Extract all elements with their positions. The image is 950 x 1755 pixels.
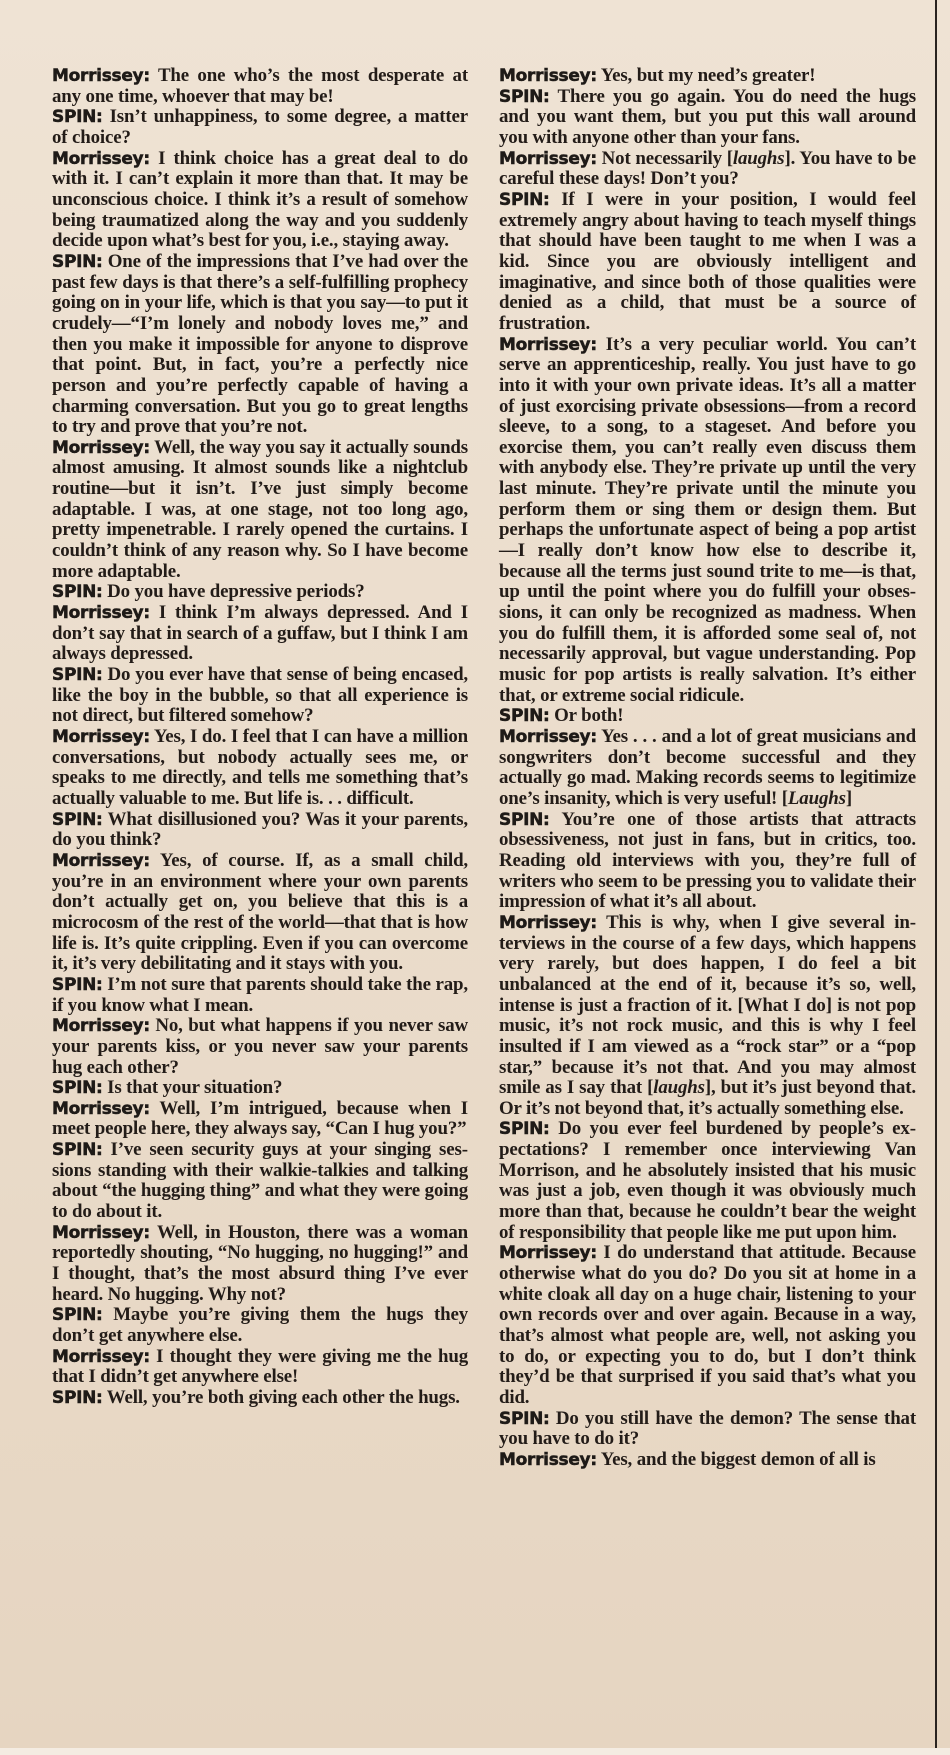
interview-paragraph <box>52 727 468 810</box>
speaker-label-morrissey: Morrissey: <box>52 1346 150 1367</box>
interview-paragraph <box>52 665 468 727</box>
interview-paragraph <box>499 1450 916 1471</box>
paragraph-text: Well, the way you say it actually sounds almost amusing. It almost sounds like a nightclub routine—but it isn’t. I’ve just simply become adaptable. I was, at one stage, not too long ago, pretty impenetrable. I rarely opened the curtains. I couldn’t think of any reason why. So I have become more adaptable. <box>52 436 468 582</box>
interview-paragraph <box>52 582 468 603</box>
paragraph-text: You’re one of those artists that attracts obsessiveness, not just in fans, but in critics, too. Reading old interviews with you, they’re full of writers who seem to be pressing you to validate their impression of what it’s all about. <box>499 808 916 913</box>
interview-paragraph <box>52 1388 468 1409</box>
interview-paragraph <box>499 810 916 913</box>
speaker-label-spin: SPIN: <box>52 1078 103 1099</box>
speaker-label-morrissey: Morrissey: <box>52 727 150 747</box>
speaker-label-morrissey: Morrissey: <box>52 850 150 871</box>
interview-paragraph <box>52 1305 468 1346</box>
speaker-label-spin: SPIN: <box>52 809 103 830</box>
paragraph-text: Isn’t unhappiness, to some degree, a matter of choice? <box>52 106 468 148</box>
interview-paragraph <box>499 1243 916 1408</box>
interview-paragraph <box>52 438 468 583</box>
interview-paragraph <box>52 252 468 438</box>
paragraph-text: I thought they were giving me the hug that I didn’t get anywhere else! <box>52 1345 468 1388</box>
speaker-label-spin: SPIN: <box>52 974 103 995</box>
paragraph-text: No, but what happens if you never saw your parents kiss, or you never saw your parents hug each other? <box>52 1015 468 1078</box>
paragraph-text: Yes, but my need’s greater! <box>596 65 816 86</box>
stage-direction: laughs <box>653 1077 705 1099</box>
paragraph-text: Well, I’m intrigued, because when I meet people here, they always say, “Can I hug you?” <box>52 1097 468 1140</box>
speaker-label-morrissey: Morrissey: <box>52 1098 150 1119</box>
paragraph-text: The one who’s the most desperate at any one time, whoever that may be! <box>52 65 468 107</box>
interview-paragraph <box>52 66 468 107</box>
speaker-label-spin: SPIN: <box>499 1119 550 1140</box>
paragraph-text: Well, in Houston, there was a woman reportedly shouting, “No hugging, no hugging!” and I thought, that’s the most absurd thing I’ve ever heard. No hugging. Why not? <box>52 1221 468 1305</box>
interview-paragraph <box>52 1140 468 1223</box>
interview-paragraph <box>499 190 916 335</box>
paragraph-text: Do you still have the demon? The sense that you have to do it? <box>499 1407 916 1450</box>
interview-paragraph <box>52 1099 468 1140</box>
speaker-label-morrissey: Morrissey: <box>499 66 597 86</box>
paragraph-text: I think I’m always depressed. And I don’t say that in search of a guffaw, but I think I am always depressed. <box>52 602 468 665</box>
paragraph-text: I’m not sure that parents should take the rap, if you know what I mean. <box>52 973 468 1016</box>
stage-direction: Laughs <box>787 787 846 809</box>
interview-paragraph <box>52 810 468 851</box>
interview-paragraph <box>52 851 468 975</box>
speaker-label-morrissey: Morrissey: <box>52 1016 150 1037</box>
speaker-label-morrissey: Morrissey: <box>499 148 597 169</box>
interview-paragraph <box>499 913 916 1120</box>
speaker-label-morrissey: Morrissey: <box>499 727 597 747</box>
interview-paragraph <box>499 87 916 149</box>
interview-paragraph <box>52 975 468 1016</box>
paragraph-text: ]. You have to be careful these days! Don’t you? <box>499 147 917 190</box>
stage-direction: laughs <box>732 147 785 169</box>
paragraph-text: Or both! <box>549 705 624 727</box>
paragraph-text: Not necessarily [ <box>596 147 733 169</box>
paragraph-text: Do you ever feel burdened by people’s expectations? I remember once interviewing Van Morrison, and he absolutely insisted that his music was just a job, even though it was obviously much more than that, because he couldn’t bear the weight of responsibility that people like me put upon him. <box>499 1118 916 1243</box>
left-column <box>52 66 468 1409</box>
paragraph-text: If I were in your position, I would feel extremely angry about having to teach myself things that should have been taught to me when I was a kid. Since you are obviously intelligent and imaginative, and since both of those qualities were denied as a child, that must be a source of frustration. <box>499 188 916 334</box>
paragraph-text: Is that your situation? <box>102 1077 283 1099</box>
speaker-label-spin: SPIN: <box>499 1408 550 1429</box>
speaker-label-morrissey: Morrissey: <box>499 1243 597 1264</box>
speaker-label-spin: SPIN: <box>52 107 103 128</box>
speaker-label-morrissey: Morrissey: <box>499 912 597 933</box>
paragraph-text: ] <box>845 787 852 809</box>
paragraph-text: Yes, I do. I feel that I can have a million conversations, but nobody actually sees me, or speaks to me directly, and tells me something that’s actually valuable to me. But life is. . . difficult. <box>52 726 468 809</box>
interview-paragraph <box>499 149 916 190</box>
paragraph-text: ], but it’s just beyond that. Or it’s not beyond that, it’s actually something else. <box>499 1077 916 1119</box>
paragraph-text: I do understand that attitude. Because otherwise what do you do? Do you sit at home in a white cloak all day on a huge chair, listening to your own records over and over again. Because in a way, that’s almost what people are, well, not asking you to do, or expecting you to do, but I don’t think they’d be that surprised if you said that’s what you did. <box>499 1242 916 1408</box>
column-rule <box>935 0 937 1755</box>
paragraph-text: Yes, and the biggest demon of all is <box>596 1448 876 1470</box>
interview-paragraph <box>499 706 916 727</box>
interview-paragraph <box>52 149 468 252</box>
speaker-label-spin: SPIN: <box>499 189 550 210</box>
speaker-label-spin: SPIN: <box>52 582 103 603</box>
speaker-label-morrissey: Morrissey: <box>52 148 150 169</box>
speaker-label-spin: SPIN: <box>52 251 103 272</box>
paragraph-text: Do you have depressive periods? <box>102 581 365 603</box>
interview-paragraph <box>499 1119 916 1243</box>
interview-paragraph <box>52 603 468 665</box>
paragraph-text: I’ve seen security guys at your singing sessions standing with their walkie-talkies and talking about “the hugging thing” and what they were going to do about it. <box>52 1139 468 1223</box>
paragraph-text: There you go again. You do need the hugs and you want them, but you put this wall around you with anyone other than your fans. <box>499 85 916 148</box>
paragraph-text: It’s a very peculiar world. You can’t serve an apprenticeship, really. You just have to go into it with your own private ideas. It’s all a matter of just exorcising private obsessions—from a record sleeve, to a song, to a stageset. And before you exorcise them, you can’t really even discuss them with anybody else. They’re private up until the very last minute. They’re private until the minute you perform them or sing them or design them. But perhaps the unfortunate aspect of being a pop artist—I really don’t know how else to describe it, because all the terms just sound trite to me—is that, up until the point where you do fulfill your obsessions, it can only be recognized as madness. When you do fulfill them, it is afforded some seal of, not necessarily approval, but vague understanding. Pop music for pop artists is really salvation. It’s either that, or extreme social ridicule. <box>499 333 916 706</box>
speaker-label-morrissey: Morrissey: <box>52 66 150 86</box>
speaker-label-spin: SPIN: <box>499 86 550 107</box>
interview-paragraph <box>52 1016 468 1078</box>
speaker-label-spin: SPIN: <box>52 1388 103 1408</box>
speaker-label-morrissey: Morrissey: <box>52 437 150 458</box>
speaker-label-spin: SPIN: <box>52 1140 103 1161</box>
speaker-label-morrissey: Morrissey: <box>52 603 150 624</box>
paragraph-text: Yes, of course. If, as a small child, you’re in an environment where your own parents don’t actually get on, you believe that this is a microcosm of the rest of the world—that that is how life is. It’s quite crippling. Even if you can overcome it, it’s very debilitating and it stays with you. <box>52 849 468 975</box>
paragraph-text: Well, you’re both giving each other the hugs. <box>102 1387 460 1408</box>
paragraph-text: I think choice has a great deal to do with it. I can’t explain it more than that. It may be unconscious choice. I think it’s a result of somehow being traumatized along the way and you suddenly decide upon what’s best for you, i.e., staying away. <box>52 147 468 252</box>
interview-paragraph <box>52 1078 468 1099</box>
speaker-label-spin: SPIN: <box>499 809 550 830</box>
paragraph-text: One of the impressions that I’ve had over the past few days is that there’s a self-fulfilling prophecy going on in your life, which is that you say—to put it crudely—“I’m lonely and nobody loves me,” and then you make it impossible for anyone to disprove that point. But, in fact, you’re a perfectly nice person and you’re perfectly capable of having a charming conversation. But you go to great lengths to try and prove that you’re not. <box>52 250 468 438</box>
paragraph-text: Do you ever have that sense of being encased, like the boy in the bubble, so that all experience is not direct, but filtered somehow? <box>52 664 468 727</box>
paragraph-text: Yes . . . and a lot of great musicians and songwriters don’t become successful and they actually go mad. Making records seems to legitimize one’s insanity, which is very useful! [ <box>499 726 916 809</box>
interview-paragraph <box>499 66 916 87</box>
interview-paragraph <box>499 1409 916 1450</box>
paragraph-text: This is why, when I give several interviews in the course of a few days, which happens very rarely, but does happen, I do feel a bit unbalanced at the end of it, because it’s so, well, intense is just a fraction of it. [What I do] is not pop music, it’s not rock music, and this is why I feel insulted if I am viewed as a “rock star” or a “pop star,” because it’s not that. And you may almost smile as I say that [ <box>499 911 916 1099</box>
speaker-label-spin: SPIN: <box>52 1305 103 1326</box>
speaker-label-spin: SPIN: <box>52 665 103 686</box>
interview-paragraph <box>499 335 916 707</box>
interview-paragraph <box>52 1347 468 1388</box>
interview-paragraph <box>52 107 468 148</box>
paragraph-text: Maybe you’re giving them the hugs they don’t get anywhere else. <box>52 1304 468 1347</box>
speaker-label-morrissey: Morrissey: <box>499 334 597 355</box>
speaker-label-spin: SPIN: <box>499 706 550 727</box>
speaker-label-morrissey: Morrissey: <box>499 1449 597 1470</box>
speaker-label-morrissey: Morrissey: <box>52 1222 150 1243</box>
interview-paragraph <box>52 1223 468 1306</box>
interview-paragraph <box>499 727 916 810</box>
page-bottom-edge <box>0 1748 950 1755</box>
right-column <box>499 66 916 1471</box>
paragraph-text: What disillusioned you? Was it your parents, do you think? <box>52 808 468 851</box>
